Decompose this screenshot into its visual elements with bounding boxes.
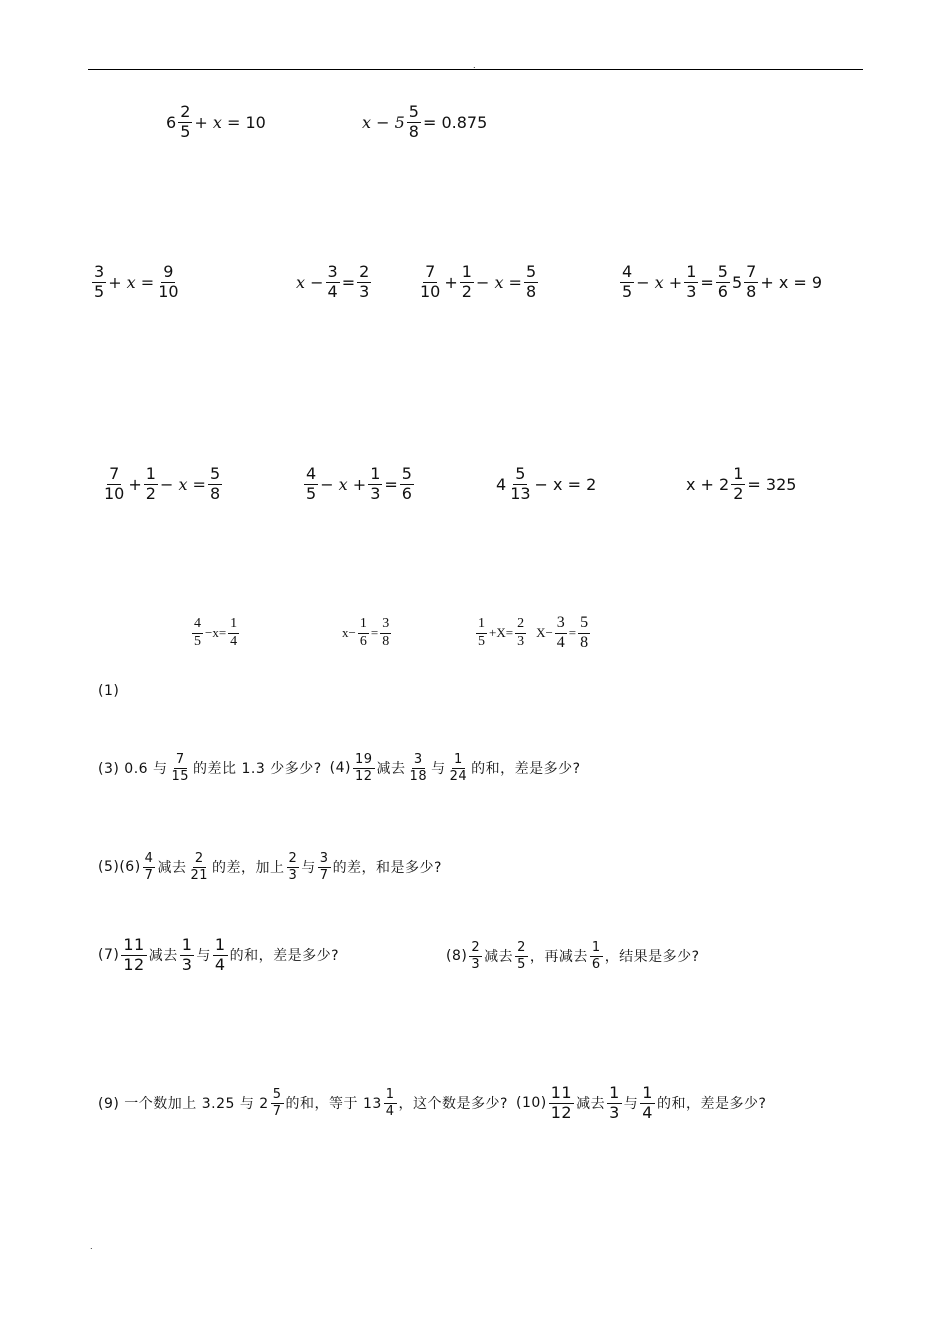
equation-text: X−	[536, 625, 553, 641]
fraction	[515, 941, 528, 971]
whole-number: 4	[496, 474, 507, 494]
question-text: ，结果是多少?	[604, 949, 700, 966]
numerator: 1	[385, 1087, 395, 1103]
equation-text: − x =	[475, 272, 522, 292]
numerator: 3	[94, 262, 105, 281]
denominator: 2	[733, 483, 744, 503]
equation-result: = 0.875	[422, 112, 488, 132]
fraction	[640, 1085, 655, 1122]
denominator: 6	[717, 281, 728, 301]
question-label: (5)(6)	[98, 859, 141, 876]
denominator: 15	[171, 768, 190, 784]
equation-6	[618, 264, 822, 301]
operator: =	[568, 625, 577, 641]
fraction	[555, 615, 567, 652]
denominator: 12	[355, 768, 373, 784]
fraction	[368, 466, 382, 503]
numerator: 1	[642, 1083, 653, 1102]
numerator: 4	[144, 851, 154, 866]
fraction	[731, 466, 745, 503]
fraction	[476, 617, 487, 649]
numerator: 1	[370, 464, 381, 483]
question-text: 减去	[484, 949, 514, 966]
numerator: 7	[175, 752, 185, 767]
operator: =	[700, 272, 714, 292]
numerator: 1	[609, 1083, 620, 1102]
equation-4	[296, 264, 373, 301]
denominator: 4	[214, 954, 226, 974]
equation-text: −x=	[205, 625, 227, 641]
denominator: 5	[180, 121, 191, 141]
numerator: 11	[550, 1083, 573, 1102]
denominator: 3	[370, 483, 381, 503]
denominator: 24	[449, 768, 468, 784]
numerator: 7	[746, 262, 757, 281]
fraction	[620, 264, 634, 301]
question-3-4	[98, 753, 581, 783]
denominator: 6	[401, 483, 412, 503]
question-5-6	[98, 852, 442, 882]
numerator: 1	[591, 940, 601, 955]
fraction	[156, 264, 180, 301]
whole-number: 6	[166, 112, 177, 132]
fraction	[102, 466, 126, 503]
fraction	[304, 466, 318, 503]
numerator: 4	[306, 464, 317, 483]
denominator: 10	[104, 483, 125, 503]
numerator: 5	[272, 1087, 282, 1103]
equation-result: − x = 2	[534, 474, 597, 494]
denominator: 6	[359, 633, 367, 649]
numerator: 7	[109, 464, 120, 483]
numerator: 1	[214, 935, 226, 954]
whole-number: 5	[731, 272, 743, 292]
equation-11	[190, 617, 241, 649]
numerator: 2	[517, 940, 526, 955]
denominator: 7	[319, 867, 329, 883]
fraction	[192, 617, 203, 649]
denominator: 12	[123, 954, 145, 974]
numerator: 5	[401, 464, 412, 483]
equation-13	[474, 615, 592, 652]
numerator: 1	[228, 617, 239, 634]
denominator: 5	[478, 633, 485, 649]
question-text: 与	[196, 948, 211, 965]
equation-text: x −	[296, 272, 324, 292]
fraction	[384, 1088, 397, 1118]
numerator: 7	[425, 262, 436, 281]
numerator: 4	[622, 262, 633, 281]
operator: +	[128, 474, 142, 494]
numerator: 3	[319, 851, 329, 866]
fraction	[353, 753, 375, 783]
equation-text: + x =	[194, 112, 241, 132]
question-text: ，这个数是多少?	[398, 1096, 508, 1113]
question-text: 的差，加上	[212, 860, 285, 877]
fraction	[326, 264, 340, 301]
equation-text: − x +	[320, 474, 367, 494]
question-label: (8)	[446, 948, 468, 965]
numerator: 1	[181, 935, 193, 954]
fraction	[469, 941, 482, 971]
operator: +	[444, 272, 458, 292]
equation-text: x−	[342, 625, 356, 641]
denominator: 21	[190, 867, 208, 883]
fraction	[228, 617, 239, 649]
question-text: 与	[431, 761, 446, 778]
question-text: 减去	[157, 860, 187, 877]
numerator: 2	[359, 262, 370, 281]
question-text: 减去	[148, 948, 178, 965]
fraction	[408, 753, 430, 783]
denominator: 12	[550, 1102, 573, 1122]
denominator: 5	[94, 281, 105, 301]
question-1	[98, 683, 119, 699]
denominator: 18	[409, 768, 428, 784]
denominator: 4	[556, 633, 565, 651]
numerator: 1	[358, 617, 369, 634]
denominator: 4	[385, 1103, 395, 1119]
denominator: 5	[194, 633, 201, 649]
denominator: 3	[288, 867, 298, 883]
question-text: 的和，等于 13	[285, 1096, 382, 1113]
numerator: 2	[194, 851, 204, 866]
question-9-10	[98, 1085, 766, 1122]
numerator: 5	[717, 262, 728, 281]
question-text: 的和，差是多少?	[229, 948, 340, 965]
denominator: 8	[408, 121, 419, 141]
denominator: 4	[327, 281, 338, 301]
numerator: 1	[461, 262, 472, 281]
numerator: 1	[733, 464, 744, 483]
equation-1	[166, 104, 266, 141]
denominator: 7	[272, 1103, 282, 1119]
operator: =	[370, 625, 379, 641]
fraction	[515, 617, 526, 649]
fraction	[578, 615, 590, 652]
fraction	[170, 753, 192, 783]
fraction	[508, 466, 532, 503]
fraction	[418, 264, 442, 301]
numerator: 3	[327, 262, 338, 281]
numerator: 1	[453, 752, 463, 767]
fraction	[380, 617, 391, 649]
numerator: 5	[515, 464, 526, 483]
numerator: 3	[413, 752, 423, 767]
operator: =	[341, 272, 356, 292]
denominator: 4	[642, 1102, 653, 1122]
fraction	[716, 264, 730, 301]
denominator: 10	[420, 281, 441, 301]
header-rule	[88, 69, 863, 70]
header-dot: .	[473, 61, 476, 70]
numerator: 19	[355, 752, 373, 767]
fraction	[524, 264, 538, 301]
equation-text: x − 5	[362, 112, 405, 132]
denominator: 3	[471, 956, 481, 972]
equation-2	[362, 104, 487, 141]
numerator: 2	[471, 940, 481, 955]
denominator: 3	[609, 1102, 620, 1122]
denominator: 10	[158, 281, 179, 301]
denominator: 3	[686, 281, 697, 301]
fraction	[121, 937, 146, 974]
equation-5	[416, 264, 540, 301]
equation-8	[302, 466, 416, 503]
question-text: (9) 一个数加上 3.25 与 2	[98, 1096, 269, 1113]
equation-text: − x +	[636, 272, 683, 292]
fraction	[407, 104, 421, 141]
equation-text: +X=	[489, 625, 514, 641]
fraction	[549, 1085, 574, 1122]
fraction	[213, 937, 228, 974]
numerator: 5	[578, 615, 590, 634]
fraction	[357, 264, 371, 301]
numerator: 11	[123, 935, 145, 954]
equation-9	[496, 466, 596, 503]
question-label: (4)	[329, 760, 351, 777]
question-text: 与	[301, 860, 316, 877]
question-text: 的差比 1.3 少多少?	[193, 761, 322, 778]
equation-text: x + 2	[686, 474, 730, 494]
equation-3	[90, 264, 183, 301]
denominator: 7	[144, 867, 154, 883]
question-text: 的差，和是多少?	[332, 860, 442, 877]
operator: =	[384, 474, 398, 494]
fraction	[358, 617, 369, 649]
equation-text: + x =	[108, 272, 155, 292]
denominator: 5	[306, 483, 317, 503]
fraction	[271, 1088, 284, 1118]
numerator: 5	[408, 102, 419, 121]
fraction	[460, 264, 474, 301]
numerator: 2	[180, 102, 191, 121]
equation-10	[686, 466, 796, 503]
fraction	[590, 941, 603, 971]
numerator: 5	[525, 262, 537, 281]
denominator: 8	[382, 633, 390, 649]
fraction	[180, 937, 195, 974]
numerator: 1	[145, 464, 156, 483]
question-text: 的和，差是多少?	[656, 1096, 767, 1113]
fraction	[684, 264, 698, 301]
fraction	[188, 852, 210, 882]
denominator: 5	[622, 281, 633, 301]
denominator: 8	[209, 483, 221, 503]
question-8	[446, 941, 700, 971]
equation-text: − x =	[159, 474, 206, 494]
fraction	[318, 852, 331, 882]
fraction	[448, 753, 470, 783]
question-text: 与	[623, 1096, 639, 1113]
fraction	[607, 1085, 622, 1122]
equation-result: + x = 9	[760, 272, 823, 292]
denominator: 2	[461, 281, 472, 301]
denominator: 3	[359, 281, 370, 301]
question-label: (7)	[98, 947, 120, 964]
numerator: 9	[163, 262, 174, 281]
fraction	[144, 466, 158, 503]
equation-result: = 325	[747, 474, 797, 494]
denominator: 5	[517, 956, 526, 972]
numerator: 1	[476, 617, 487, 634]
denominator: 3	[517, 633, 525, 649]
numerator: 3	[555, 615, 567, 634]
question-text: ，再减去	[529, 949, 588, 966]
fraction	[208, 466, 222, 503]
fraction	[92, 264, 106, 301]
fraction	[744, 264, 758, 301]
question-text: 减去	[376, 761, 406, 778]
question-7	[98, 937, 339, 974]
equation-result: 10	[245, 112, 266, 132]
denominator: 2	[145, 483, 156, 503]
denominator: 8	[580, 633, 589, 651]
footer-dot: .	[90, 1242, 93, 1251]
fraction	[287, 852, 300, 882]
fraction	[143, 852, 156, 882]
denominator: 13	[510, 483, 531, 503]
numerator: 5	[209, 464, 221, 483]
denominator: 8	[746, 281, 757, 301]
denominator: 3	[181, 954, 193, 974]
denominator: 6	[591, 956, 601, 972]
question-label: (1)	[98, 683, 120, 699]
fraction	[178, 104, 192, 141]
numerator: 3	[380, 617, 391, 634]
fraction	[400, 466, 414, 503]
numerator: 4	[192, 617, 203, 634]
question-text: (3) 0.6 与	[98, 761, 168, 778]
denominator: 4	[230, 633, 238, 649]
numerator: 1	[686, 262, 697, 281]
question-text: 减去	[576, 1096, 606, 1113]
denominator: 8	[525, 281, 537, 301]
numerator: 2	[288, 851, 298, 866]
question-text: 的和，差是多少?	[471, 761, 581, 778]
equation-12	[342, 617, 393, 649]
numerator: 2	[515, 617, 526, 634]
question-label: (10)	[515, 1095, 547, 1112]
equation-7	[100, 466, 224, 503]
